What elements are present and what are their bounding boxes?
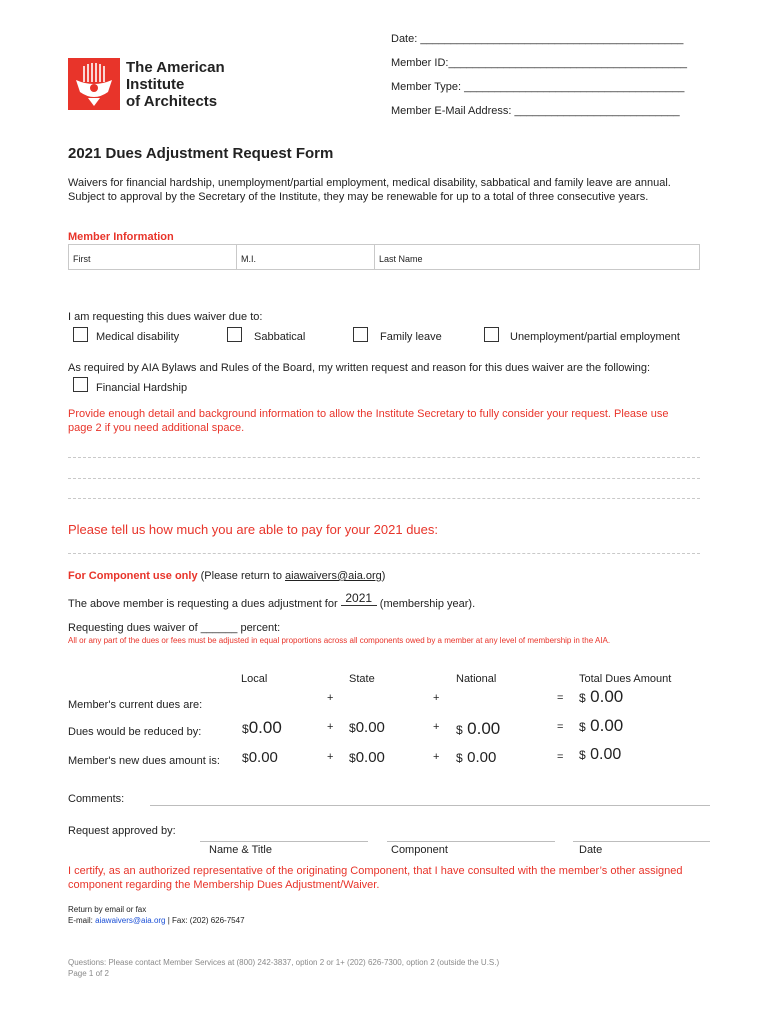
new-local-dollar: $ xyxy=(242,751,249,765)
first-name-label: First xyxy=(73,254,91,264)
questions-text: Questions: Please contact Member Services at (800) 242-3837, option 2 or 1+ (202) 626-7300, option 2 (outside the U.S.) xyxy=(68,958,500,967)
new-national-field[interactable] xyxy=(456,749,496,767)
new-local-field[interactable] xyxy=(242,749,278,767)
return-label: Return by email or fax xyxy=(68,905,147,914)
reduced-total-value: 0.00 xyxy=(590,716,624,735)
adjustment-pre: The above member is requesting a dues adjustment for xyxy=(68,598,338,610)
payment-line[interactable] xyxy=(68,553,700,554)
reduced-state-dollar: $ xyxy=(349,721,356,735)
adjustment-post: (membership year). xyxy=(379,598,476,610)
comments-label: Comments: xyxy=(68,793,125,805)
medical-checkbox[interactable] xyxy=(73,327,88,342)
component-return-email[interactable]: aiawaivers@aia.org xyxy=(285,570,382,582)
reason-line-2[interactable] xyxy=(68,478,700,479)
last-name-cell[interactable] xyxy=(375,245,699,269)
member-type-field[interactable]: Member Type: ____________________________________ xyxy=(391,81,685,93)
membership-year-field[interactable] xyxy=(341,591,377,606)
col-local: Local xyxy=(241,673,268,685)
new-plus-1: + xyxy=(327,751,334,763)
intro-line1: Waivers for financial hardship, unemployment/partial employment, medical disability, sabbatical and family leave are annual. xyxy=(68,177,671,189)
new-state-dollar: $ xyxy=(349,751,356,765)
reduced-state-value: 0.00 xyxy=(355,719,385,736)
mi-cell[interactable] xyxy=(237,245,375,269)
approved-by-label: Request approved by: xyxy=(68,825,176,837)
proportion-note: All or any part of the dues or fees must be adjusted in equal proportions across all components owed by a member at any level of membership in the AIA. xyxy=(68,636,611,645)
bylaws-text: As required by AIA Bylaws and Rules of the Board, my written request and reason for this dues waiver are the following: xyxy=(68,362,651,374)
reduced-state-field[interactable] xyxy=(349,719,385,737)
fax-text: | Fax: (202) 626-7547 xyxy=(165,916,245,925)
org-name-line1: The American xyxy=(126,59,225,76)
member-info-heading: Member Information xyxy=(68,231,174,243)
date-field[interactable]: Date: ___________________________________________ xyxy=(391,33,684,45)
current-total-dollar: $ xyxy=(579,691,586,705)
aia-logo xyxy=(68,58,120,110)
reason-prompt: I am requesting this dues waiver due to: xyxy=(68,311,263,323)
reduced-total-dollar: $ xyxy=(579,720,586,734)
family-leave-label: Family leave xyxy=(380,331,442,343)
detail-line1: Provide enough detail and background information to allow the Institute Secretary to fully consider your request. Please use xyxy=(68,408,669,420)
current-plus-1: + xyxy=(327,692,334,704)
new-total-dollar: $ xyxy=(579,748,586,762)
footer-email-link[interactable]: aiawaivers@aia.org xyxy=(95,916,166,925)
comments-line[interactable] xyxy=(150,805,710,806)
reduced-total-field[interactable] xyxy=(579,716,623,736)
name-title-caption: Name & Title xyxy=(209,844,272,856)
component-line[interactable] xyxy=(387,841,555,842)
aia-eagle-icon xyxy=(68,58,120,110)
page-number: Page 1 of 2 xyxy=(68,969,109,978)
org-name-line2: Institute xyxy=(126,76,185,93)
form-title: 2021 Dues Adjustment Request Form xyxy=(68,145,334,162)
unemployment-label: Unemployment/partial employment xyxy=(510,331,680,343)
col-state: State xyxy=(349,673,375,685)
member-email-field[interactable]: Member E-Mail Address: ___________________________ xyxy=(391,105,680,117)
current-equals: = xyxy=(557,692,564,704)
reduced-plus-2: + xyxy=(433,721,440,733)
email-prefix: E-mail: xyxy=(68,916,96,925)
payment-question: Please tell us how much you are able to pay for your 2021 dues: xyxy=(68,522,438,537)
reduced-local-value: 0.00 xyxy=(248,718,282,737)
intro-line2: Subject to approval by the Secretary of the Institute, they may be renewable for up to a total of three consecutive years. xyxy=(68,191,649,203)
family-leave-checkbox[interactable] xyxy=(353,327,368,342)
member-name-table xyxy=(68,244,700,270)
new-state-value: 0.00 xyxy=(355,749,385,766)
reduced-equals: = xyxy=(557,721,564,733)
component-heading-post: ) xyxy=(381,570,386,582)
row-new-label: Member's new dues amount is: xyxy=(68,755,220,767)
adjustment-line xyxy=(68,591,476,611)
reduced-local-field[interactable] xyxy=(242,718,282,738)
name-title-line[interactable] xyxy=(200,841,368,842)
certify-line1: I certify, as an authorized representative of the originating Component, that I have consulted with the member’s other assigned xyxy=(68,865,683,877)
component-heading-red: For Component use only xyxy=(68,570,198,582)
membership-year-value: 2021 xyxy=(345,591,373,605)
sabbatical-label: Sabbatical xyxy=(254,331,306,343)
new-total-value: 0.00 xyxy=(590,746,622,763)
new-equals: = xyxy=(557,751,564,763)
component-heading xyxy=(68,570,385,582)
col-total: Total Dues Amount xyxy=(579,673,672,685)
mi-label: M.I. xyxy=(241,254,256,264)
reason-line-3[interactable] xyxy=(68,498,700,499)
reduced-plus-1: + xyxy=(327,721,334,733)
first-name-cell[interactable] xyxy=(69,245,237,269)
current-total-value: 0.00 xyxy=(590,687,624,706)
detail-line2: page 2 if you need additional space. xyxy=(68,422,245,434)
unemployment-checkbox[interactable] xyxy=(484,327,499,342)
org-name-line3: of Architects xyxy=(126,93,218,110)
certify-line2: component regarding the Membership Dues Adjustment/Waiver. xyxy=(68,879,380,891)
new-state-field[interactable] xyxy=(349,749,385,767)
new-local-value: 0.00 xyxy=(248,749,278,766)
reason-line-1[interactable] xyxy=(68,457,700,458)
hardship-checkbox[interactable] xyxy=(73,377,88,392)
date-line[interactable] xyxy=(573,841,710,842)
sabbatical-checkbox[interactable] xyxy=(227,327,242,342)
reduced-national-dollar: $ xyxy=(456,723,463,737)
current-plus-2: + xyxy=(433,692,440,704)
new-national-dollar: $ xyxy=(456,751,463,765)
contact-line xyxy=(68,916,245,925)
date-caption: Date xyxy=(579,844,603,856)
new-plus-2: + xyxy=(433,751,440,763)
component-caption: Component xyxy=(391,844,448,856)
medical-label: Medical disability xyxy=(96,331,180,343)
hardship-label: Financial Hardship xyxy=(96,382,188,394)
new-total-field[interactable] xyxy=(579,746,621,764)
component-heading-pre: (Please return to xyxy=(200,570,285,582)
new-national-value: 0.00 xyxy=(467,749,497,766)
member-id-field[interactable]: Member ID:_______________________________________ xyxy=(391,57,688,69)
reduced-local-dollar: $ xyxy=(242,722,249,736)
last-name-label: Last Name xyxy=(379,254,423,264)
waiver-percent[interactable]: Requesting dues waiver of ______ percent: xyxy=(68,622,281,634)
current-total-field[interactable] xyxy=(579,687,623,707)
row-reduced-label: Dues would be reduced by: xyxy=(68,726,202,738)
row-current-label: Member's current dues are: xyxy=(68,699,203,711)
reduced-national-value: 0.00 xyxy=(467,719,501,738)
col-national: National xyxy=(456,673,497,685)
reduced-national-field[interactable] xyxy=(456,719,500,739)
